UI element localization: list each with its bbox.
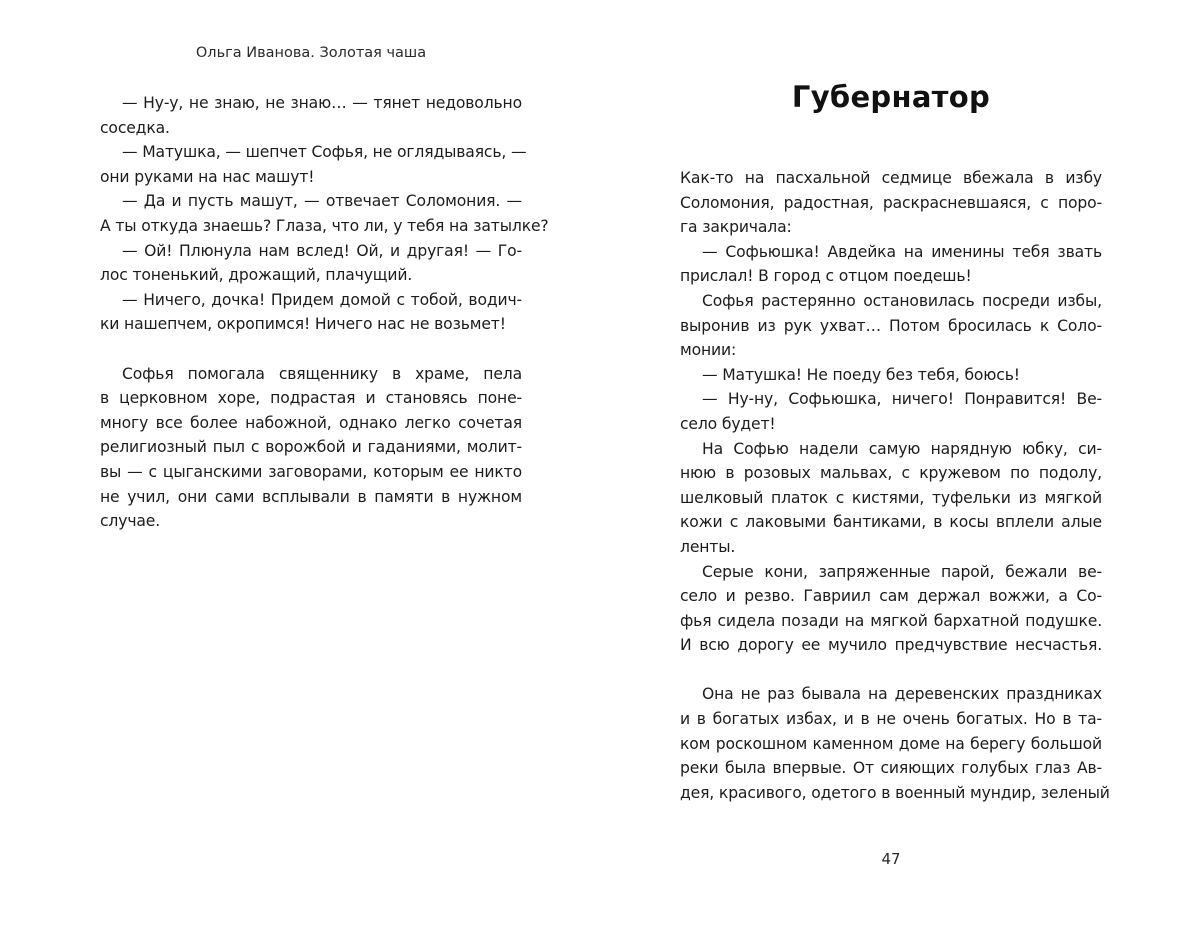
paragraph-gap [100,337,522,362]
text-line: соседка. [100,118,170,137]
text-line: они руками на нас машут! [100,167,315,186]
text-line: А ты откуда знаешь? Глаза, что ли, у тебя на затылке? [100,216,549,235]
text-line: в церковном хоре, подрастая и становясь поне- [100,389,522,408]
text-line: нюю в розовых мальвах, с кружевом по подолу, [680,464,1102,483]
text-line: кожи с лаковыми бантиками, в косы вплели алые [680,513,1102,532]
text-line: Софья помогала священнику в храме, пела [122,364,522,383]
text-line: — Софьюшка! Авдейка на именины тебя звать [702,242,1102,261]
text-line: религиозный пыл с ворожбой и гаданиями, молит- [100,438,522,457]
text-line: — Ничего, дочка! Придем домой с тобой, водич- [122,290,522,309]
text-line: ленты. [680,537,736,556]
text-line: — Ой! Плюнула нам вслед! Ой, и другая! — Го- [122,241,522,260]
text-line: лос тоненький, дрожащий, плачущий. [100,266,413,285]
paragraph-gap [680,658,1102,683]
left-page-text-column [100,91,549,534]
text-line: шелковый платок с кистями, туфельки из мягкой [680,488,1102,507]
text-line: На Софью надели самую нарядную юбку, си- [702,439,1102,458]
running-header: Ольга Иванова. Золотая чаша [195,45,427,61]
text-line: не учил, они сами всплывали в памяти в нужном [100,487,522,506]
text-line: ки нашепчем, окропимся! Ничего нас не возьмет! [100,315,506,334]
text-line: ком роскошном каменном доме на берегу большой [680,734,1102,753]
text-line: — Ну-ну, Софьюшка, ничего! Понравится! Ве- [702,390,1102,409]
text-line: дея, красивого, одетого в военный мундир, зеленый [680,783,1110,802]
text-line: село будет! [680,414,776,433]
right-page [600,0,1200,937]
text-line: — Матушка, — шепчет Софья, не оглядываясь, — [122,143,527,162]
text-line: — Ну-у, не знаю, не знаю… — тянет недовольно [122,94,522,112]
text-line: вы — с цыганскими заговорами, которым ее никто [100,462,522,481]
text-line: Серые кони, запряженные парой, бежали ве- [702,562,1102,581]
text-line: га закричала: [680,218,792,237]
text-line: Софья растерянно остановилась посреди избы, [702,291,1102,310]
text-line: — Да и пусть машут, — отвечает Соломония. — [122,192,522,211]
right-page-text-column [680,166,1110,805]
text-line: многу все более набожной, однако легко сочетая [100,413,522,432]
text-line: Как-то на пасхальной седмице вбежала в избу [680,169,1102,187]
text-line: и в богатых избах, и в не очень богатых. Но в та- [680,710,1102,729]
page-number: 47 [881,850,901,868]
chapter-title: Губернатор [791,80,991,114]
text-line: И всю дорогу ее мучило предчувствие несчастья. [680,636,1102,655]
text-line: реки была впервые. От сияющих голубых глаз Ав- [680,759,1102,778]
text-line: монии: [680,341,737,360]
text-line: Соломония, радостная, раскрасневшаяся, с поро- [680,193,1102,212]
text-line: прислал! В город с отцом поедешь! [680,267,972,286]
text-line: случае. [100,512,161,531]
text-line: село и резво. Гавриил сам держал вожжи, а Со- [680,587,1102,606]
text-line: — Матушка! Не поеду без тебя, боюсь! [702,365,1020,384]
text-line: выронив из рук ухват… Потом бросилась к Соло- [680,316,1102,335]
text-line: фья сидела позади на мягкой бархатной подушке. [680,611,1102,630]
text-line: Она не раз бывала на деревенских праздниках [702,685,1102,704]
